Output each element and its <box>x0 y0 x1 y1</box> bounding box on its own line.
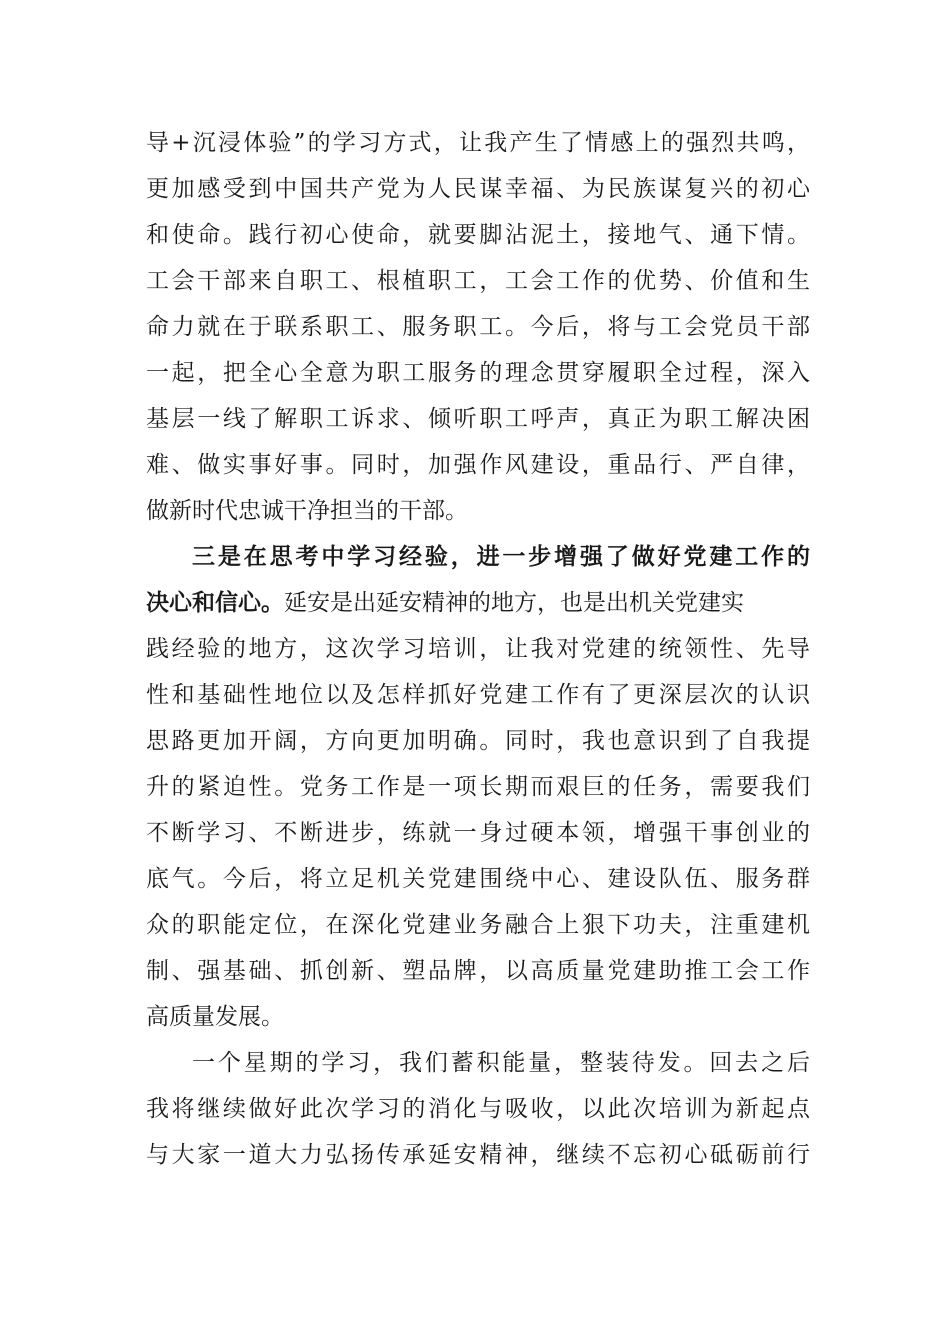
paragraph-line: 底气。今后，将立足机关党建围绕中心、建设队伍、服务群 <box>146 866 810 892</box>
paragraph-line: 难、做实事好事。同时，加强作风建设，重品行、严自律， <box>146 452 810 478</box>
paragraph-line: 一起，把全心全意为职工服务的理念贯穿履职全过程，深入 <box>146 360 810 386</box>
paragraph-line: 导+沉浸体验”的学习方式，让我产生了情感上的强烈共鸣， <box>146 130 810 156</box>
paragraph-line: 不断学习、不断进步，练就一身过硬本领，增强干事创业的 <box>146 820 810 846</box>
paragraph-line: 基层一线了解职工诉求、倾听职工呼声，真正为职工解决困 <box>146 406 810 432</box>
document-body <box>146 120 810 1178</box>
paragraph-line: 和使命。践行初心使命，就要脚沾泥土，接地气、通下情。 <box>146 222 810 248</box>
section-heading: 三是在思考中学习经验，进一步增强了做好党建工作的 <box>192 543 810 570</box>
paragraph-line: 与大家一道大力弘扬传承延安精神，继续不忘初心砥砺前行 <box>146 1142 810 1168</box>
paragraph-text: 延安是出延安精神的地方，也是出机关党建实 <box>284 590 744 616</box>
paragraph-line: 性和基础性地位以及怎样抓好党建工作有了更深层次的认识 <box>146 682 810 708</box>
paragraph-line: 践经验的地方，这次学习培训，让我对党建的统领性、先导 <box>146 636 810 662</box>
paragraph-line: 升的紧迫性。党务工作是一项长期而艰巨的任务，需要我们 <box>146 774 810 800</box>
paragraph-line <box>146 580 810 626</box>
paragraph-line: 更加感受到中国共产党为人民谋幸福、为民族谋复兴的初心 <box>146 176 810 202</box>
section-heading-continued: 决心和信心。 <box>146 589 284 616</box>
paragraph-line: 命力就在于联系职工、服务职工。今后，将与工会党员干部 <box>146 314 810 340</box>
paragraph-line: 工会干部来自职工、根植职工，工会工作的优势、价值和生 <box>146 268 810 294</box>
paragraph-line: 一个星期的学习，我们蓄积能量，整装待发。回去之后 <box>192 1050 810 1076</box>
paragraph-line: 我将继续做好此次学习的消化与吸收，以此次培训为新起点 <box>146 1096 810 1122</box>
paragraph-line: 高质量发展。 <box>146 1004 284 1030</box>
paragraph-line: 思路更加开阔，方向更加明确。同时，我也意识到了自我提 <box>146 728 810 754</box>
paragraph-line: 做新时代忠诚干净担当的干部。 <box>146 498 468 524</box>
paragraph-line: 制、强基础、抓创新、塑品牌，以高质量党建助推工会工作 <box>146 958 810 984</box>
paragraph-line: 众的职能定位，在深化党建业务融合上狠下功夫，注重建机 <box>146 912 810 938</box>
